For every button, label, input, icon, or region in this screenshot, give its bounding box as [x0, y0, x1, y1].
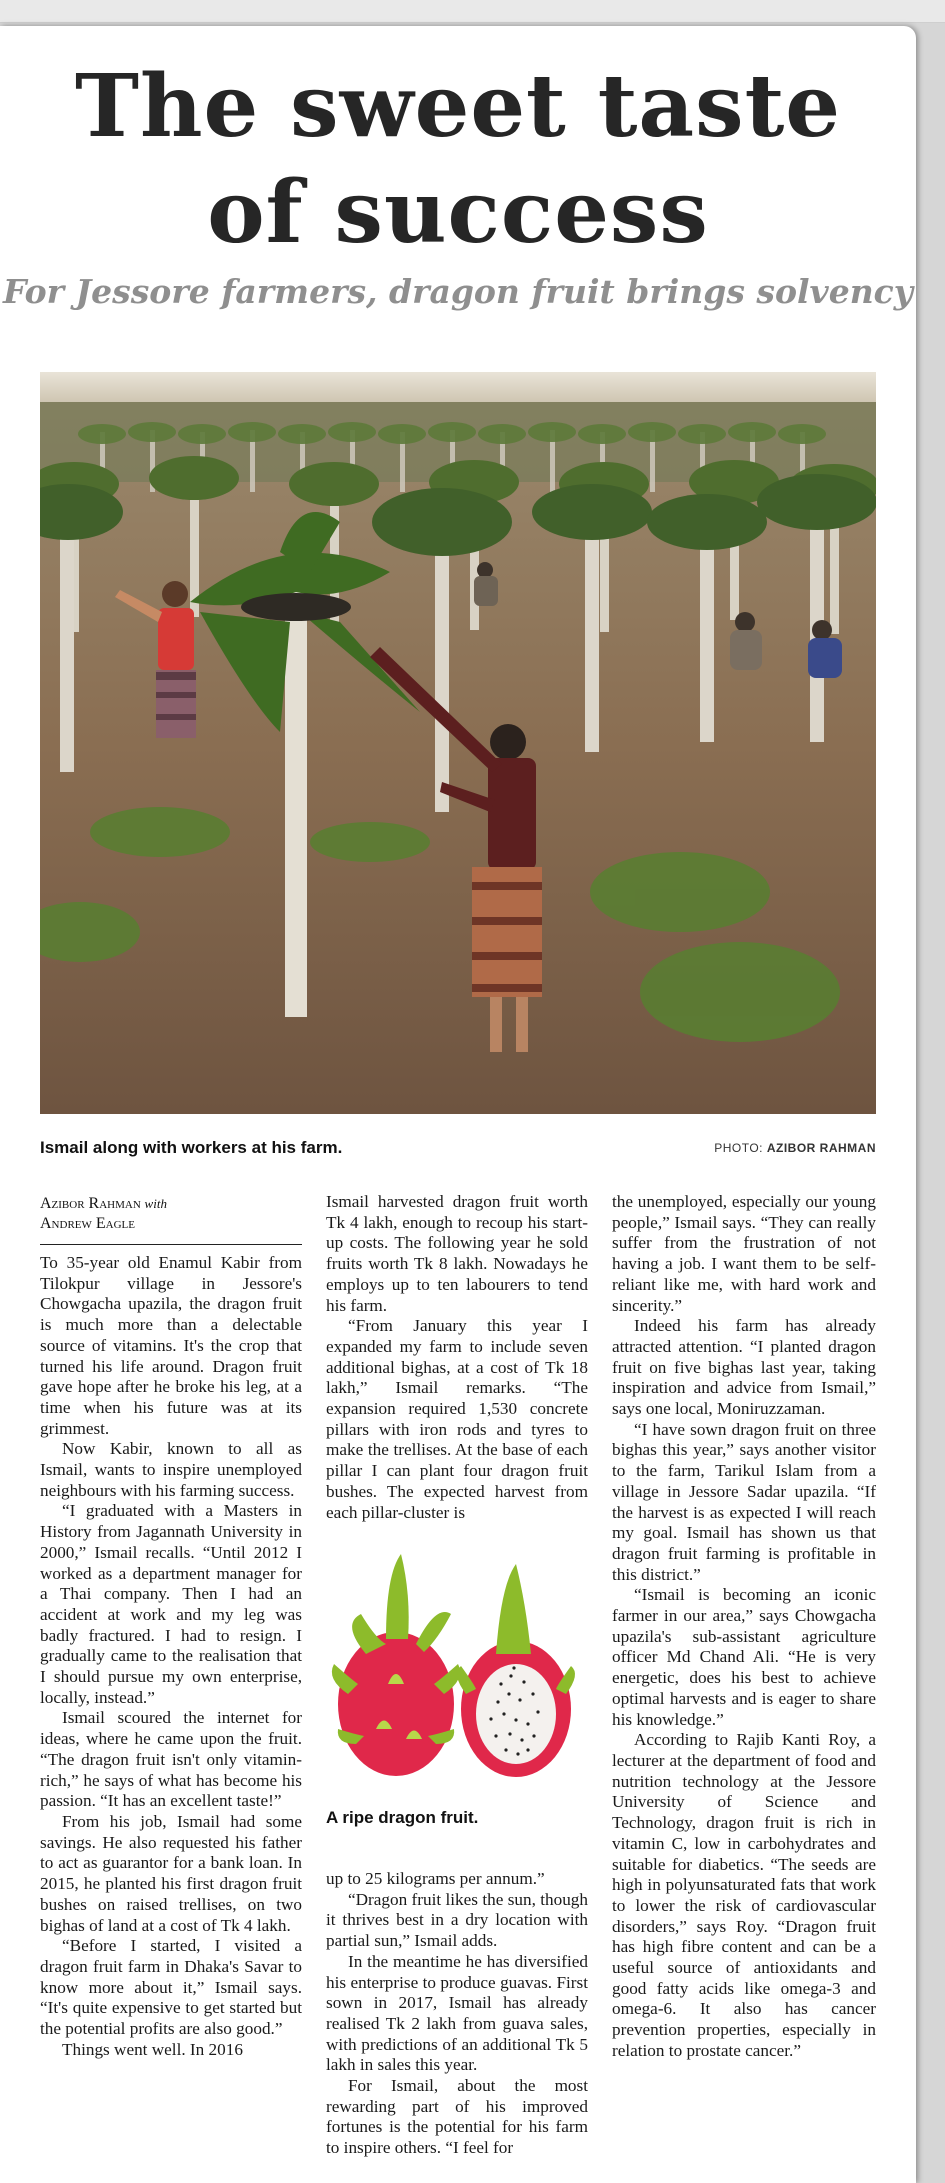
paragraph: “Before I started, I visited a dragon fruit farm in Dhaka's Savar to know more about it,” Ismail says. “It's quite expensive to get started but the potential profits are also good.” — [40, 1936, 302, 2039]
text-column-1 — [40, 1253, 302, 2060]
text-column-2 — [326, 1192, 588, 1523]
headline-line-2: of success — [207, 162, 709, 263]
photo-credit — [714, 1141, 876, 1155]
paragraph: Things went well. In 2016 — [62, 2039, 243, 2059]
text-column-2-continued — [326, 1869, 588, 2159]
newspaper-page — [0, 26, 916, 2183]
byline-divider — [40, 1244, 302, 1245]
text-column-3 — [612, 1192, 876, 2062]
paragraph: Ismail harvested dragon fruit worth Tk 4 lakh, enough to recoup his start-up costs. The following year he sold fruits worth Tk 8 lakh. Nowadays he employs up to ten labourers to tend his farm. — [326, 1192, 588, 1315]
photo-credit-prefix: PHOTO: — [714, 1141, 763, 1155]
fruit-caption: A ripe dragon fruit. — [326, 1808, 479, 1827]
byline-with: with — [144, 1196, 167, 1211]
paragraph: Now Kabir, known to all as Ismail, wants to inspire unemployed neighbours with his farming success. — [40, 1439, 302, 1500]
paragraph: For Ismail, about the most rewarding part of his improved fortunes is the potential for his farm to inspire others. “I feel for — [326, 2076, 588, 2158]
headline — [0, 54, 916, 266]
byline-coauthor: Andrew Eagle — [40, 1215, 135, 1232]
paragraph: From his job, Ismail had some savings. He also requested his father to act as guarantor for a bank loan. In 2015, he planted his first dragon fruit bushes on raised trellises, on two bighas of land at a cost of Tk 4 lakh. — [40, 1811, 302, 1935]
paragraph: Indeed his farm has already attracted attention. “I planted dragon fruit on five bighas last year, taking inspiration and advice from Ismail,” says one local, Moniruzzaman. — [612, 1316, 876, 1419]
paragraph: “I graduated with a Masters in History from Jagannath University in 2000,” Ismail recalls. “Until 2012 I worked as a department manager for a Thai company. Then I had an accident at work and my leg was badly fractured. I had to resign. I gradually came to the realisation that I should pursue my own enterprise, locally, instead.” — [40, 1501, 302, 1707]
byline-author: Azibor Rahman — [40, 1195, 141, 1212]
paragraph: In the meantime he has diversified his enterprise to produce guavas. First sown in 2017, Ismail has already realised Tk 2 lakh from guava sales, with predictions of an additional Tk 5 lakh in sales this year. — [326, 1951, 588, 2075]
farm-photo — [40, 372, 876, 1114]
paragraph: up to 25 kilograms per annum.” — [326, 1869, 545, 1888]
paragraph: “Ismail is becoming an iconic farmer in our area,” says Chowgacha upazila's sub-assistant agriculture officer Md Chand Ali. “He is very energetic, does his best to achieve optimal harvests and is eager to share his knowledge.” — [612, 1585, 876, 1729]
paragraph: To 35-year old Enamul Kabir from Tilokpur village in Jessore's Chowgacha upazila, the dragon fruit is much more than a delectable source of vitamins. It's the crop that turned his life around. Dragon fruit gave hope after he broke his leg, at a time when his future was at its grimmest. — [40, 1253, 302, 1438]
paragraph: Ismail scoured the internet for ideas, where he came upon the fruit. “The dragon fruit isn't only vitamin-rich,” he says of what has become his passion. “It has an excellent taste!” — [40, 1708, 302, 1811]
window-top-strip — [0, 0, 945, 23]
headline-line-1: The sweet taste — [74, 56, 842, 157]
paragraph: “Dragon fruit likes the sun, though it thrives best in a dry location with partial sun,” Ismail adds. — [326, 1889, 588, 1951]
dragon-fruit-photo — [326, 1544, 588, 1794]
subheadline: For Jessore farmers, dragon fruit brings solvency — [3, 272, 913, 311]
paragraph: According to Rajib Kanti Roy, a lecturer at the department of food and nutrition technology at the Jessore University of Science and Technology, dragon fruit is rich in vitamin C, low in carbohydrates and suitable for diabetics. “The seeds are high in polyunsaturated fats that work to lower the risk of cardiovascular disorders,” says Roy. “Dragon fruit has high fibre content and can be a useful source of antioxidants and good fatty acids like omega-3 and omega-6. It also has cancer prevention properties, especially in relation to prostate cancer.” — [612, 1730, 876, 2060]
byline — [40, 1194, 302, 1234]
paragraph: “From January this year I expanded my farm to include seven additional bighas, at a cost of Tk 18 lakh,” Ismail remarks. “The expansion required 1,530 concrete pillars with iron rods and tyres to make the trellises. At the base of each pillar I can plant four dragon fruit bushes. The expected harvest from each pillar-cluster is — [326, 1316, 588, 1522]
paragraph: the unemployed, especially our young people,” Ismail says. “They can really suffer from the frustration of not having a job. I want them to be self-reliant like me, with hard work and sincerity.” — [612, 1192, 876, 1315]
paragraph: “I have sown dragon fruit on three bighas this year,” says another visitor to the farm, Tarikul Islam from a village in Jessore Sadar upazila. “If the harvest is as expected I will reach my goal. Ismail has shown us that dragon fruit farming is profitable in this district.” — [612, 1419, 876, 1584]
photo-credit-name: AZIBOR RAHMAN — [766, 1141, 876, 1155]
photo-caption: Ismail along with workers at his farm. — [40, 1138, 343, 1157]
